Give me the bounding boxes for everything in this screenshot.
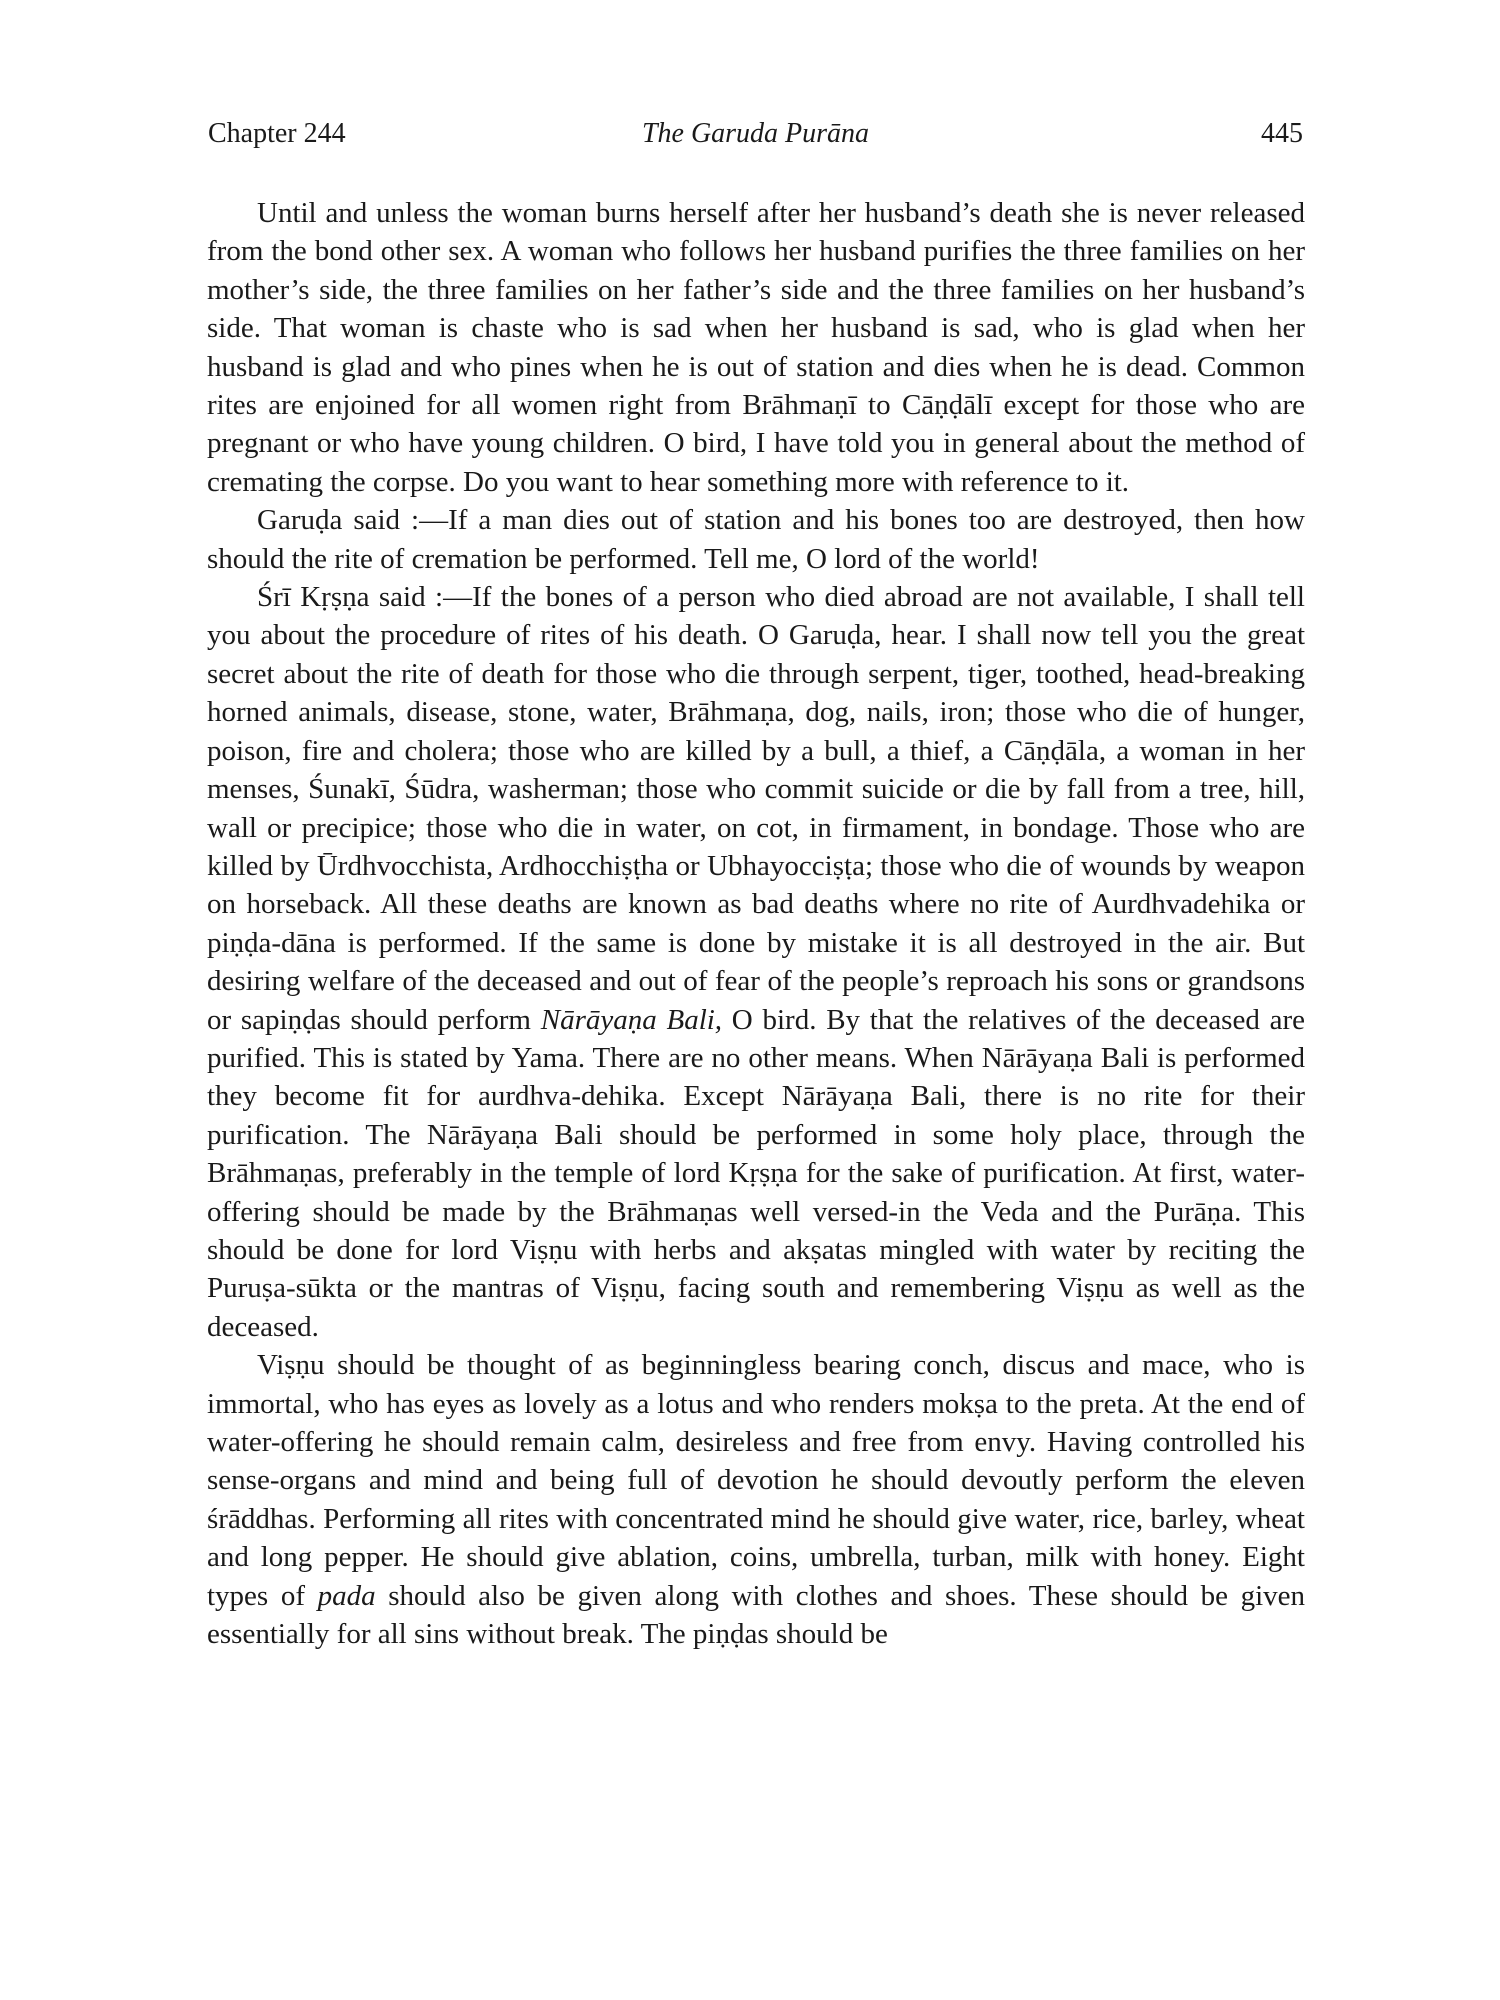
paragraph	[207, 1346, 1305, 1653]
text-run: Garuḍa said :—If a man dies out of station and his bones too are destroyed, then how should the rite of cremation be performed. Tell me, O lord of the world!	[207, 504, 1305, 575]
text-run: Śrī Kṛṣṇa said :—If the bones of a person who died abroad are not available, I shall tell you about the procedure of rites of his death. O Garuḍa, hear. I shall now tell you the great secret about the rite of death for those who die through serpent, tiger, toothed, head-breaking horned animals, disease, stone, water, Brāhmaṇa, dog, nails, iron; those who die of hunger, poison, fire and cholera; those who are killed by a bull, a thief, a Cāṇḍāla, a woman in her menses, Śunakī, Śūdra, washerman; those who commit suicide or die by fall from a tree, hill, wall or precipice; those who die in water, on cot, in firmament, in bondage. Those who are killed by Ūrdhvocchista, Ardhocchiṣṭha or Ubhayocciṣṭa; those who die of wounds by weapon on horseback. All these deaths are known as bad deaths where no rite of Aurdhvadehika or piṇḍa-dāna is performed. If the same is done by mistake it is all destroyed in the air. But desiring welfare of the deceased and out of fear of the people’s reproach his sons or grandsons or sapiṇḍas should perform	[207, 581, 1305, 1036]
italic-term: pada	[317, 1579, 376, 1612]
text-run: O bird. By that the relatives of the deceased are purified. This is stated by Yama. There are no other means. When Nārāyaṇa Bali is performed they become fit for aurdhva-dehika. Except Nārāyaṇa Bali, there is no rite for their purification. The Nārāyaṇa Bali should be performed in some holy place, through the Brāhmaṇas, preferably in the temple of lord Kṛṣṇa for the sake of purification. At first, water-offering should be made by the Brāhmaṇas well versed-in the Veda and the Purāṇa. This should be done for lord Viṣṇu with herbs and akṣatas mingled with water by reciting the Puruṣa-sūkta or the mantras of Viṣṇu, facing south and remembering Viṣṇu as well as the deceased.	[207, 1003, 1305, 1343]
running-header	[208, 118, 1303, 158]
book-title: The Garuda Purāna	[641, 118, 870, 149]
page-body	[207, 194, 1305, 1653]
text-run: should also be given along with clothes and shoes. These should be given essentially for all sins without break. The piṇḍas should be	[207, 1579, 1305, 1651]
italic-term: Nārāyaṇa Bali,	[540, 1003, 723, 1036]
paragraph	[207, 194, 1305, 501]
chapter-label: Chapter 244	[208, 118, 346, 149]
paragraph	[207, 501, 1305, 578]
text-run: Viṣṇu should be thought of as beginningless bearing conch, discus and mace, who is immortal, who has eyes as lovely as a lotus and who renders mokṣa to the preta. At the end of water-offering he should remain calm, desireless and free from envy. Having controlled his sense-organs and mind and being full of devotion he should devoutly perform the eleven śrāddhas. Performing all rites with concentrated mind he should give water, rice, barley, wheat and long pepper. He should give ablation, coins, umbrella, turban, milk with honey. Eight types of	[207, 1349, 1305, 1612]
text-run: Until and unless the woman burns herself after her husband’s death she is never released from the bond other sex. A woman who follows her husband purifies the three families on her mother’s side, the three families on her father’s side and the three families on her husband’s side. That woman is chaste who is sad when her husband is sad, who is glad when her husband is glad and who pines when he is out of station and dies when he is dead. Common rites are enjoined for all women right from Brāhmaṇī to Cāṇḍālī except for those who are pregnant or who have young children. O bird, I have told you in general about the method of cremating the corpse. Do you want to hear something more with reference to it.	[207, 197, 1305, 498]
page-number: 445	[1261, 118, 1303, 149]
paragraph	[207, 578, 1305, 1346]
